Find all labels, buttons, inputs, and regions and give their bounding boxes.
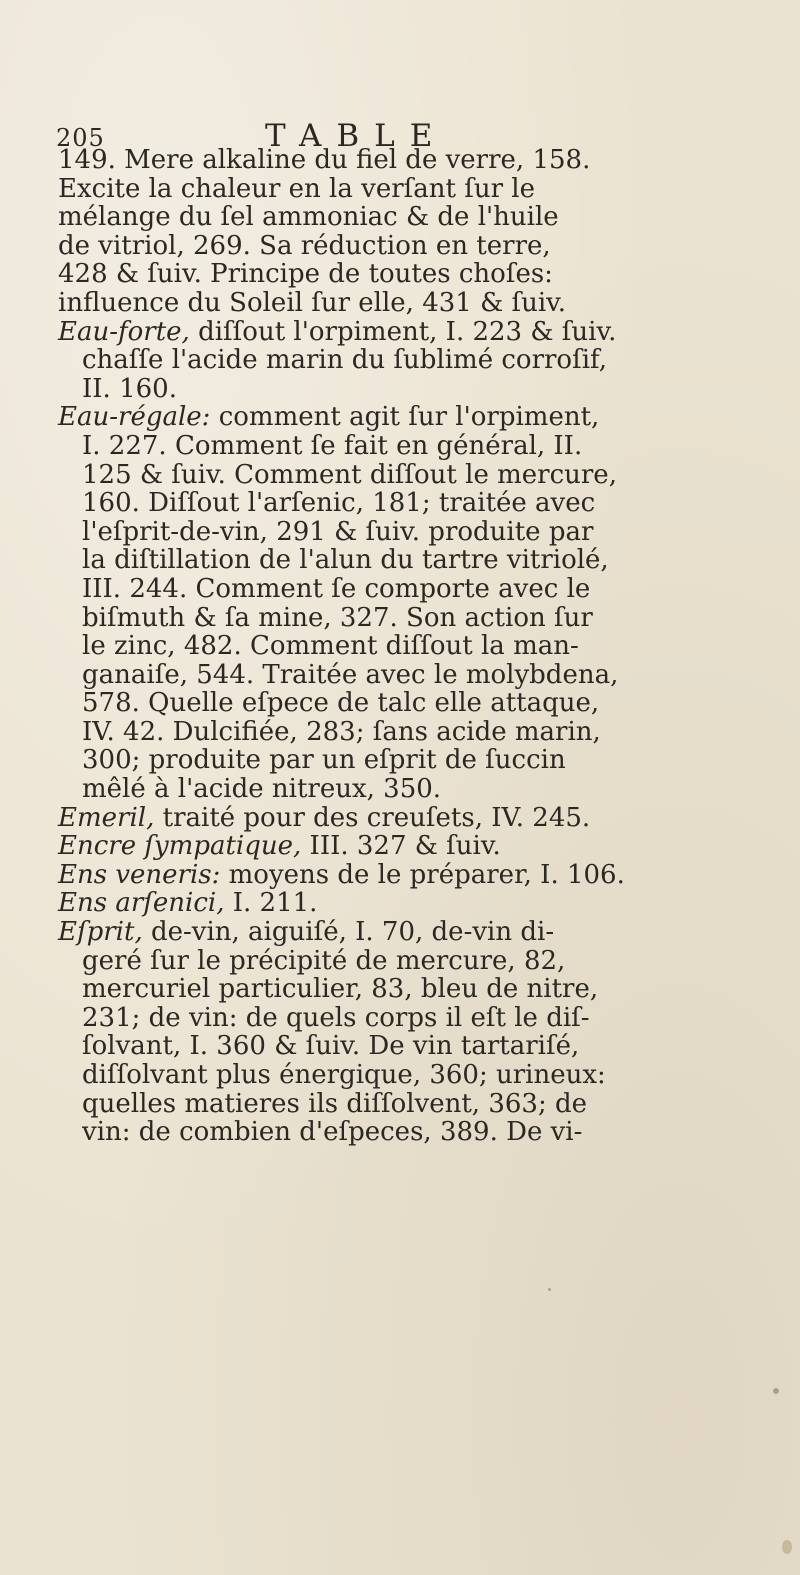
paper-speck: [782, 1540, 792, 1554]
index-entry-encre-sympatique: [58, 832, 798, 861]
index-entry-emeril: [58, 804, 798, 833]
entry-line: 428 & ſuiv. Principe de toutes choſes:: [58, 259, 553, 290]
entry-line: I. 227. Comment ſe fait en général, II.: [82, 430, 583, 461]
entry-line: mercuriel particulier, 83, bleu de nitre,: [82, 974, 599, 1005]
entry-line: biſmuth & ſa mine, 327. Son action ſur: [82, 602, 593, 633]
entry-head: Eſprit,: [58, 917, 143, 948]
entry-line: mêlé à l'acide nitreux, 350.: [82, 774, 442, 805]
index-entries: [58, 146, 798, 1147]
entry-line: la diſtillation de l'alun du tartre vitriolé,: [82, 545, 609, 576]
entry-line: le zinc, 482. Comment diſſout la man-: [82, 631, 579, 662]
entry-line: chaſſe l'acide marin du ſublimé corroſif,: [82, 345, 607, 376]
entry-line: vin: de combien d'eſpeces, 389. De vi-: [82, 1117, 583, 1148]
entry-line: l'eſprit-de-vin, 291 & ſuiv. produite par: [82, 516, 594, 547]
entry-line: 125 & ſuiv. Comment diſſout le mercure,: [82, 459, 617, 490]
entry-line: Excite la chaleur en la verſant ſur le: [58, 173, 535, 204]
index-entry-eau-forte: [58, 318, 798, 404]
entry-line: 578. Quelle eſpece de talc elle attaque,: [82, 688, 600, 719]
entry-head: Ens arſenici,: [58, 888, 225, 919]
paper-speck: [548, 1288, 551, 1291]
entry-line: geré ſur le précipité de mercure, 82,: [82, 945, 566, 976]
entry-line: III. 327 & ſuiv.: [301, 831, 501, 862]
entry-head: Encre ſympatique,: [58, 831, 302, 862]
entry-line: de vitriol, 269. Sa réduction en terre,: [58, 230, 551, 261]
index-entry-esprit: [58, 918, 798, 1147]
entry-head: Eau-régale:: [58, 402, 211, 433]
entry-head: Emeril,: [58, 802, 155, 833]
entry-line: quelles matieres ils diſſolvent, 363; de: [82, 1088, 588, 1119]
entry-line: 300; produite par un eſprit de ſuccin: [82, 745, 566, 776]
paper-speck: [773, 1388, 779, 1394]
index-entry-eau-regale: [58, 403, 798, 803]
page-number: 205: [56, 124, 105, 152]
entry-line: ſolvant, I. 360 & ſuiv. De vin tartariſé,: [82, 1031, 580, 1062]
entry-line: influence du Soleil ſur elle, 431 & ſuiv.: [58, 287, 567, 318]
entry-line: IV. 42. Dulcifiée, 283; ſans acide marin,: [82, 716, 601, 747]
entry-line: comment agit ſur l'orpiment,: [210, 402, 600, 433]
entry-line: traité pour des creuſets, IV. 245.: [154, 802, 591, 833]
entry-line: ganaiſe, 544. Traitée avec le molybdena,: [82, 659, 619, 690]
entry-head: Ens veneris:: [58, 859, 221, 890]
entry-line: 231; de vin: de quels corps il eſt le diſ-: [82, 1002, 590, 1033]
entry-line: de-vin, aiguiſé, I. 70, de-vin di-: [142, 917, 555, 948]
entry-line: diſſout l'orpiment, I. 223 & ſuiv.: [189, 316, 617, 347]
entry-line: diſſolvant plus énergique, 360; urineux:: [82, 1060, 606, 1090]
entry-head: Eau-forte,: [58, 316, 190, 347]
index-entry-ens-veneris: [58, 861, 798, 890]
entry-line: mélange du ſel ammoniac & de l'huile: [58, 202, 559, 233]
index-entry-continued: [58, 146, 798, 318]
entry-line: II. 160.: [82, 373, 177, 404]
running-title: TABLE: [265, 118, 448, 154]
entry-line: I. 211.: [224, 888, 318, 919]
entry-line: 149. Mere alkaline du fiel de verre, 158.: [58, 145, 591, 175]
entry-line: III. 244. Comment ſe comporte avec le: [82, 573, 591, 604]
entry-line: moyens de le préparer, I. 106.: [220, 859, 625, 890]
entry-line: 160. Diſſout l'arſenic, 181; traitée avec: [82, 488, 596, 519]
index-entry-ens-arsenici: [58, 889, 798, 918]
